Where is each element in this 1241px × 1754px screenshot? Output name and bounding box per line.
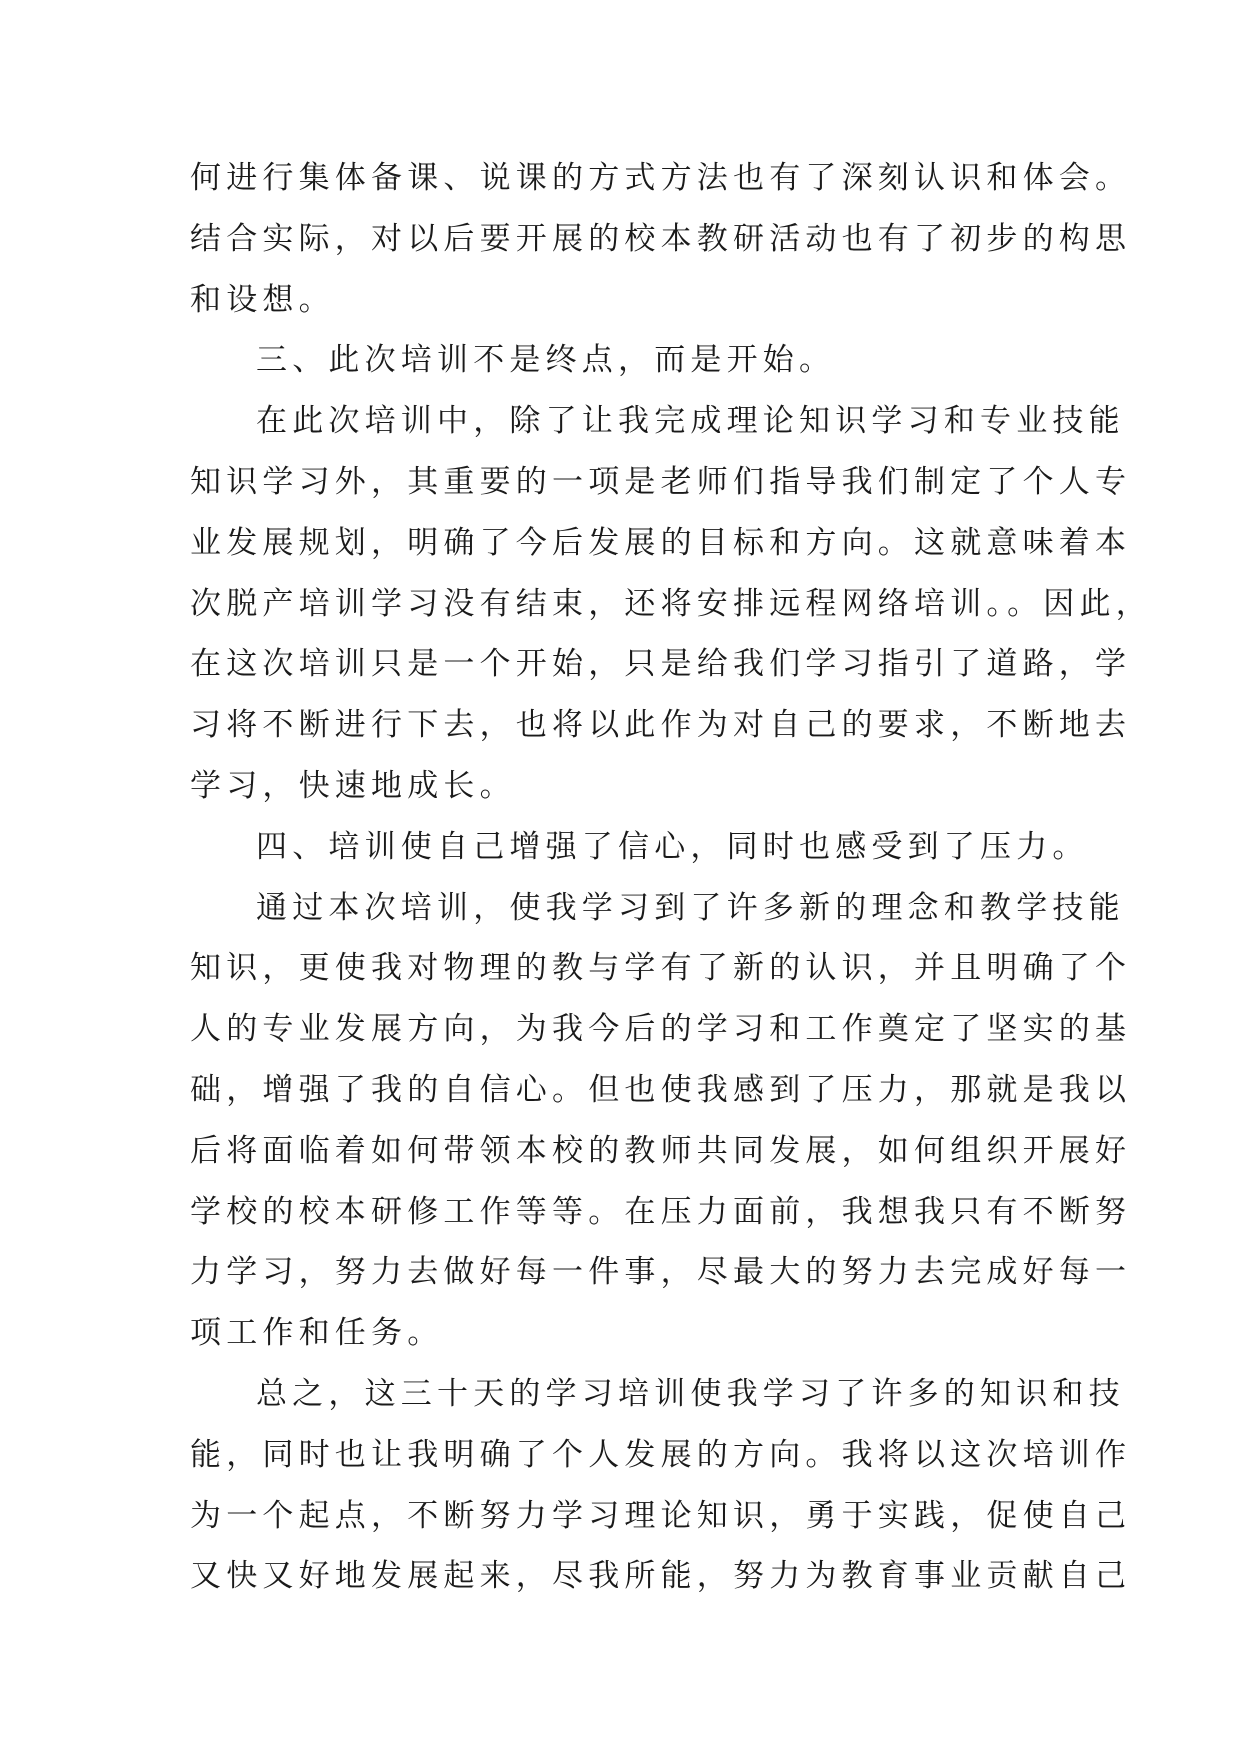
text-line: 在这次培训只是一个开始，只是给我们学习指引了道路，学: [190, 646, 1132, 683]
text-line: 础，增强了我的自信心。但也使我感到了压力，那就是我以: [190, 1071, 1132, 1108]
document-body: [190, 148, 1152, 1607]
text-line: 能，同时也让我明确了个人发展的方向。我将以这次培训作: [190, 1436, 1132, 1473]
text-line: 力学习，努力去做好每一件事，尽最大的努力去完成好每一: [190, 1254, 1132, 1291]
text-line: 业发展规划，明确了今后发展的目标和方向。这就意味着本: [190, 524, 1132, 561]
paragraph-first-line: 三、此次培训不是终点，而是开始。: [256, 342, 836, 379]
text-line: 次脱产培训学习没有结束，还将安排远程网络培训。。因此，: [190, 585, 1152, 622]
text-line: 项工作和任务。: [190, 1315, 444, 1352]
text-line: 为一个起点，不断努力学习理论知识，勇于实践，促使自己: [190, 1497, 1132, 1534]
paragraph-first-line: 总之，这三十天的学习培训使我学习了许多的知识和技: [256, 1375, 1125, 1412]
text-line: 又快又好地发展起来，尽我所能，努力为教育事业贡献自己: [190, 1558, 1132, 1595]
paragraph-first-line: 在此次培训中，除了让我完成理论知识学习和专业技能: [256, 403, 1125, 440]
text-line: 知识学习外，其重要的一项是老师们指导我们制定了个人专: [190, 463, 1132, 500]
text-line: 知识，更使我对物理的教与学有了新的认识，并且明确了个: [190, 950, 1132, 987]
paragraph-first-line: 通过本次培训，使我学习到了许多新的理念和教学技能: [256, 889, 1125, 926]
text-line: 学校的校本研修工作等等。在压力面前，我想我只有不断努: [190, 1193, 1132, 1230]
text-line: 学习，快速地成长。: [190, 767, 516, 804]
text-line: 人的专业发展方向，为我今后的学习和工作奠定了坚实的基: [190, 1011, 1132, 1048]
text-line: 结合实际，对以后要开展的校本教研活动也有了初步的构思: [190, 220, 1132, 257]
text-line: 和设想。: [190, 281, 335, 318]
text-line: 习将不断进行下去，也将以此作为对自己的要求，不断地去: [190, 707, 1132, 744]
paragraph-first-line: 四、培训使自己增强了信心，同时也感受到了压力。: [256, 828, 1089, 865]
text-line: 后将面临着如何带领本校的教师共同发展，如何组织开展好: [190, 1132, 1132, 1169]
text-line: 何进行集体备课、说课的方式方法也有了深刻认识和体会。: [190, 160, 1132, 196]
